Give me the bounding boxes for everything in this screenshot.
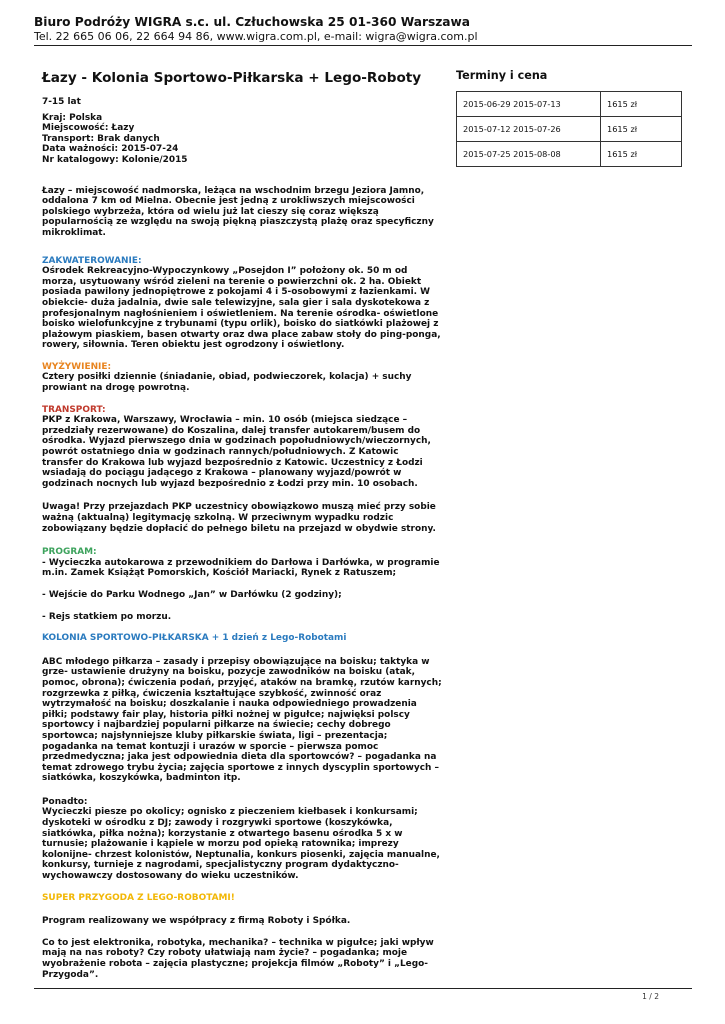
lego-partner-text: Program realizowany we współpracy z firmą Roboty i Spółka. [42,916,351,927]
terms-title: Terminy i cena [456,69,548,82]
meals-text: Cztery posiłki dziennie (śniadanie, obiad, podwieczorek, kolacja) + suchy prowiant na drogę powrotną. [42,372,412,394]
term-price: 1615 zł [601,92,682,117]
terms-table [456,91,682,167]
company-contact: Tel. 22 665 06 06, 22 664 94 86, www.wigra.com.pl, e-mail: wigra@wigra.com.pl [34,30,478,43]
meta-transport: Transport: Brak danych [42,133,160,144]
page-number: 1 / 2 [642,992,659,1001]
transport-label: TRANSPORT: [42,404,106,415]
extras-label: Ponadto: [42,796,88,807]
lego-program-text: Co to jest elektronika, robotyka, mechanika? – technika w pigułce; jaki wpływ mają na nas roboty? Czy roboty ułatwiają nam życie? – pogadanka; moje wyobrażenie robota – zajęcia plastyczne; projekcja filmów „Roboty” i „Lego-Przygoda”. [42,937,434,980]
header-divider [34,45,692,46]
accommodation-label: ZAKWATEROWANIE: [42,255,142,266]
football-camp-label: KOLONIA SPORTOWO-PIŁKARSKA + 1 dzień z Lego-Robotami [42,633,347,644]
football-camp-text: ABC młodego piłkarza – zasady i przepisy obowiązujące na boisku; taktyka w grze- ustawienie drużyny na boisku, pozycje zawodników na boisku (atak, pomoc, obrona); ćwiczenia podań, przyjęć, ataków na bramkę, rzutów karnych; rozgrzewka z piłką, ćwiczenia kształtujące szybkość, zwinność oraz wytrzymałość na boisku; doszkalanie i nauka odpowiedniego prowadzenia piłki; podstawy fair play, historia piłki nożnej w pigułce; najwięksi polscy sportowcy i najbardziej popularni piłkarze na świecie; cechy dobrego sportowca; najsłynniejsze kluby piłkarskie świata, ligi – prezentacja; pogadanka na temat kontuzji i urazów w sporcie – pierwsza pomoc przedmedyczna; jaka jest odpowiednia dieta dla sportowców? – pogadanka na temat zdrowego trybu życia; zajęcia sportowe z innych dyscyplin sportowych – siatkówka, koszykówka, badminton itp. [42,656,442,784]
transport-text: PKP z Krakowa, Warszawy, Wrocławia – min. 10 osób (miejsca siedzące – przedziały rezerwowane) do Koszalina, dalej transfer autokarem/busem do ośrodka. Wyjazd pierwszego dnia w godzinach popołudniowych/wieczornych, powrót ostatniego dnia w godzinach rannych/południowych. Z Katowic transfer do Krakowa lub wyjazd bezpośrednio z Katowic. Uczestnicy z Łodzi wsiadają do pociągu jadącego z Krakowa – planowany wyjazd/powrót w godzinach nocnych lub wyjazd bezpośrednio z Łodzi przy min. 10 osobach. [42,415,431,489]
extras-text: Wycieczki piesze po okolicy; ognisko z pieczeniem kiełbasek i konkursami; dyskoteki w ośrodku z DJ; zawody i rozgrywki sportowe (koszykówka, siatkówka, piłka nożna); korzystanie z otwartego basenu ośrodka 5 x w turnusie; plażowanie i kąpiele w morzu pod opieką ratownika; imprezy kolonijne- chrzest kolonistów, Neptunalia, konkurs piosenki, zajęcia manualne, konkursy, turnieje z nagrodami, specjalistyczny program dydaktyczno-wychowawczy dostosowany do wieku uczestników. [42,807,440,882]
age-range: 7-15 lat [42,97,81,107]
footer-divider [34,988,692,989]
meta-validity: Data ważności: 2015-07-24 [42,144,179,155]
program-item: - Wycieczka autokarowa z przewodnikiem do Darłowa i Darłówka, w programie m.in. Zamek Książąt Pomorskich, Kościół Mariacki, Rynek z Ratuszem; [42,557,440,579]
table-row [457,92,682,117]
transport-note: Uwaga! Przy przejazdach PKP uczestnicy obowiązkowo muszą mieć przy sobie ważną (aktualną) legitymację szkolną. W przeciwnym wypadku rodzic zobowiązany będzie dopłacić do pełnego biletu na przejazd w obydwie strony. [42,502,436,534]
term-price: 1615 zł [601,117,682,142]
letterhead [34,14,694,44]
program-item: - Rejs statkiem po morzu. [42,611,172,622]
terms-panel [456,69,682,167]
term-dates: 2015-07-12 2015-07-26 [457,117,601,142]
term-dates: 2015-07-25 2015-08-08 [457,142,601,167]
term-dates: 2015-06-29 2015-07-13 [457,92,601,117]
offer-meta [42,113,442,166]
lego-label: SUPER PRZYGODA Z LEGO-ROBOTAMI! [42,892,235,903]
offer-description [42,70,442,980]
offer-title: Łazy - Kolonia Sportowo-Piłkarska + Lego-Roboty [42,70,422,86]
meta-location: Miejscowość: Łazy [42,123,135,134]
program-item: - Wejście do Parku Wodnego „Jan” w Darłówku (2 godziny); [42,589,342,600]
accommodation-text: Ośrodek Rekreacyjno-Wypoczynkowy „Posejdon I” położony ok. 50 m od morza, usytuowany wśród zieleni na terenie o powierzchni ok. 2 ha. Obiekt posiada pawilony jednopiętrowe z pokojami 4 i 5-osobowymi z łazienkami. W obiekcie- duża jadalnia, dwie sale telewizyjne, sala gier i sala dyskotekowa z profesjonalnym nagłośnieniem i oświetleniem. Na terenie ośrodka- oświetlone boisko wielofunkcyjne z trybunami (typu orlik), boisko do siatkówki plażowej z plażowym piaskiem, basen otwarty oraz dwa place zabaw stoły do ping-ponga, rowery, siłownia. Teren obiektu jest ogrodzony i oświetlony. [42,266,441,351]
meals-label: WYŻYWIENIE: [42,361,112,372]
table-row [457,142,682,167]
intro-text: Łazy – miejscowość nadmorska, leżąca na wschodnim brzegu Jeziora Jamno, oddalona 7 km od Mielna. Obecnie jest jedną z urokliwszych miejscowości polskiego wybrzeża, która od wielu już lat cieszy się coraz większą popularnością ze względu na swoją piękną piaszczystą plażę oraz specyficzny mikroklimat. [42,185,434,238]
term-price: 1615 zł [601,142,682,167]
table-row [457,117,682,142]
meta-catalog-number: Nr katalogowy: Kolonie/2015 [42,154,188,165]
program-label: PROGRAM: [42,547,97,558]
meta-country: Kraj: Polska [42,112,103,123]
company-name: Biuro Podróży WIGRA s.c. ul. Człuchowska 25 01-360 Warszawa [34,15,471,29]
